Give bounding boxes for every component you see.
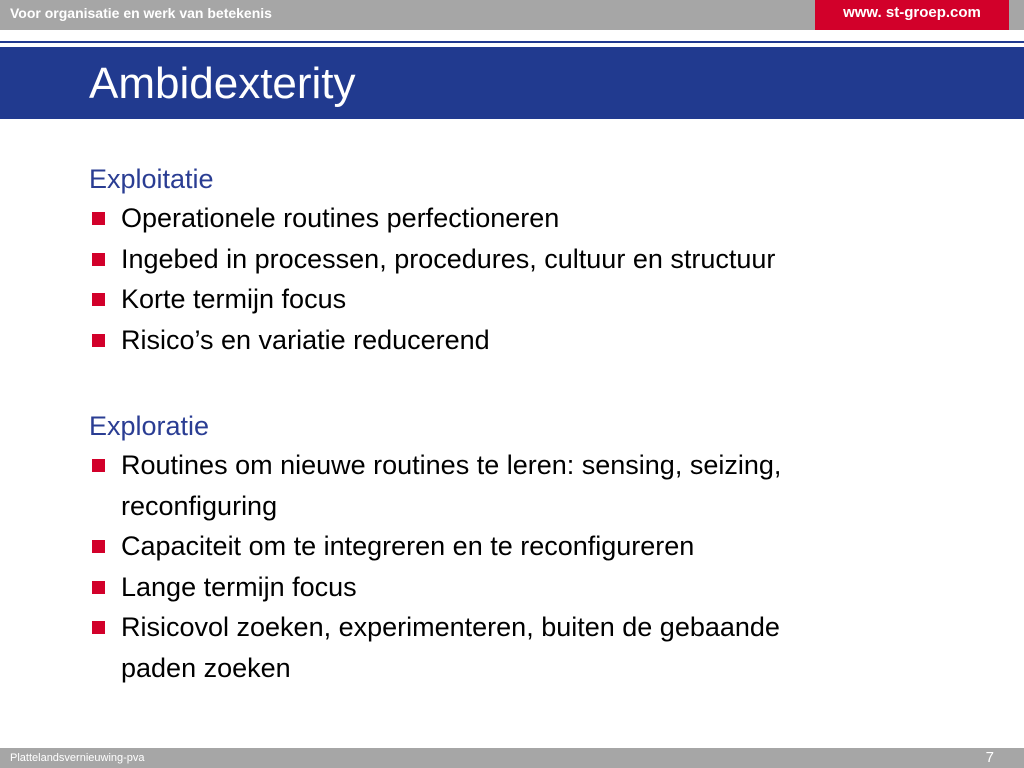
list-item — [89, 445, 861, 526]
list-item — [89, 607, 821, 688]
footer-bar — [0, 748, 1024, 768]
square-bullet-icon — [92, 621, 105, 634]
square-bullet-icon — [92, 334, 105, 347]
section-heading-exploratie: Exploratie — [89, 411, 210, 441]
bullet-text: Routines om nieuwe routines te leren: sensing, seizing, reconfiguring — [121, 450, 782, 521]
list-item — [89, 567, 989, 608]
slide-title: Ambidexterity — [89, 59, 356, 108]
bullet-list-exploratie — [89, 445, 989, 688]
page-number: 7 — [985, 749, 994, 766]
website-link[interactable]: www. st-groep.com — [815, 0, 1009, 30]
section-heading-exploitatie: Exploitatie — [89, 164, 214, 194]
slide-content — [89, 160, 989, 688]
square-bullet-icon — [92, 212, 105, 225]
bullet-text: Ingebed in processen, procedures, cultuur en structuur — [121, 243, 776, 274]
list-item — [89, 526, 989, 567]
bullet-text: Capaciteit om te integreren en te reconfigureren — [121, 531, 695, 561]
square-bullet-icon — [92, 459, 105, 472]
square-bullet-icon — [92, 293, 105, 306]
top-bar — [0, 0, 1024, 30]
square-bullet-icon — [92, 253, 105, 266]
bullet-text: Risicovol zoeken, experimenteren, buiten de gebaande paden zoeken — [121, 612, 780, 683]
bullet-text: Risico’s en variatie reducerend — [121, 324, 490, 355]
list-item — [89, 239, 989, 280]
list-item — [89, 198, 989, 239]
footer-text: Plattelandsvernieuwing-pva — [10, 752, 145, 764]
list-item — [89, 320, 989, 361]
title-band — [0, 47, 1024, 119]
square-bullet-icon — [92, 581, 105, 594]
tagline: Voor organisatie en werk van betekenis — [10, 5, 272, 21]
square-bullet-icon — [92, 540, 105, 553]
section-spacer — [89, 360, 989, 407]
bullet-text: Korte termijn focus — [121, 284, 347, 314]
bullet-list-exploitatie — [89, 198, 989, 360]
bullet-text: Lange termijn focus — [121, 571, 357, 602]
bullet-text: Operationele routines perfectioneren — [121, 203, 560, 233]
list-item — [89, 279, 989, 320]
